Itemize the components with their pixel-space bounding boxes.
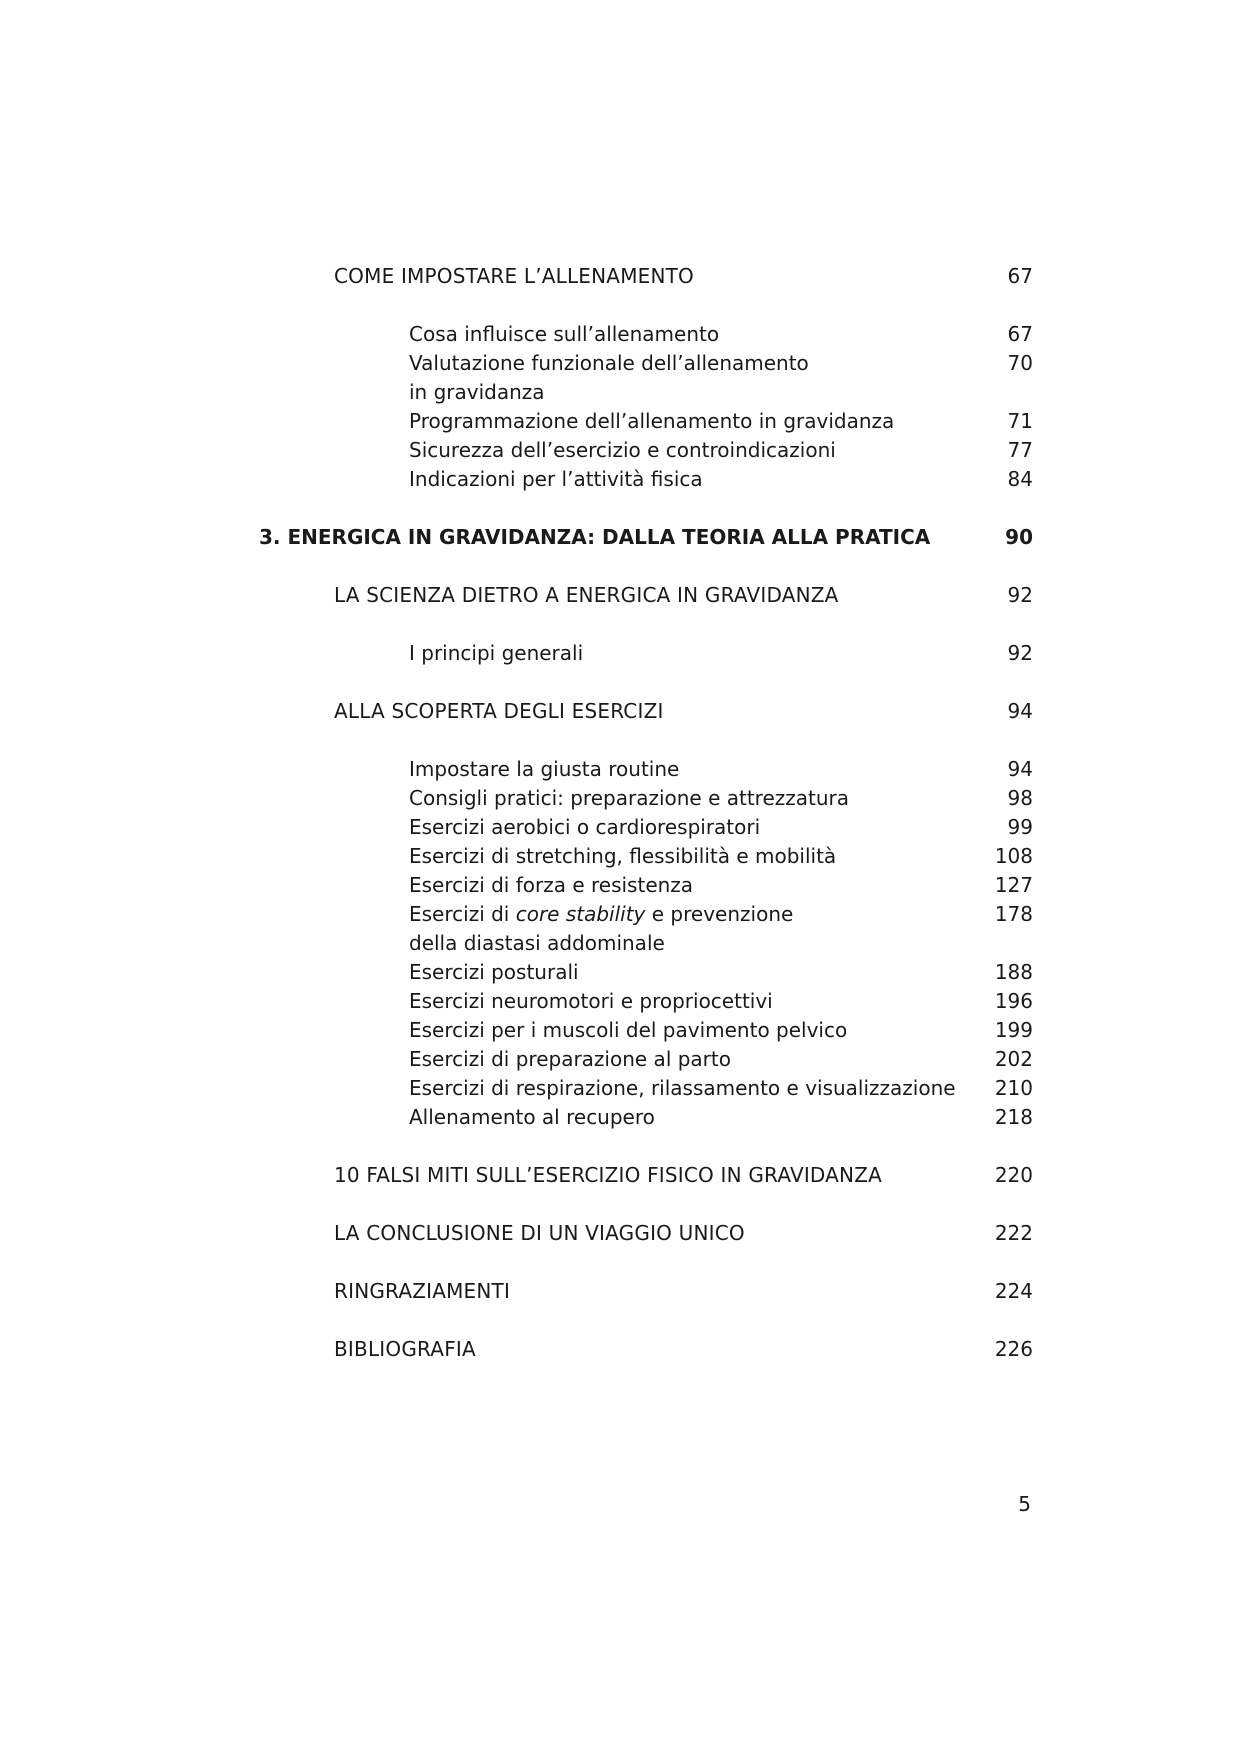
toc-entry-page: 92 [1007, 583, 1033, 607]
toc-entry-page: 210 [994, 1076, 1033, 1100]
toc-entry [0, 870, 1241, 900]
toc-entry-title: LA CONCLUSIONE DI UN VIAGGIO UNICO [334, 1221, 745, 1245]
toc-entry [0, 754, 1241, 784]
toc-entry-page: 196 [994, 989, 1033, 1013]
toc-entry-title: Esercizi di preparazione al parto [409, 1047, 731, 1071]
toc-entry [0, 812, 1241, 842]
toc-entry-page: 77 [1007, 438, 1033, 462]
toc-entry-page: 70 [1007, 351, 1033, 375]
toc-entry-page: 220 [994, 1163, 1033, 1187]
toc-entry [0, 348, 1241, 378]
toc-entry [0, 899, 1241, 929]
toc-entry-page: 92 [1007, 641, 1033, 665]
toc-entry-page: 224 [994, 1279, 1033, 1303]
toc-entry-title: BIBLIOGRAFIA [334, 1337, 476, 1361]
toc-entry-continuation [0, 377, 1241, 407]
toc-entry [0, 696, 1241, 726]
toc-entry [0, 1276, 1241, 1306]
toc-entry-title: Esercizi posturali [409, 960, 579, 984]
toc-entry-page: 67 [1007, 322, 1033, 346]
toc-entry-page: 178 [994, 902, 1033, 926]
toc-entry-title: Esercizi di respirazione, rilassamento e visualizzazione [409, 1076, 956, 1100]
toc-entry-title: Cosa influisce sull’allenamento [409, 322, 720, 346]
toc-entry-page: 188 [994, 960, 1033, 984]
toc-entry-title-italic: core stability [515, 902, 646, 926]
toc-entry-title [409, 899, 793, 929]
toc-entry-page: 84 [1007, 467, 1033, 491]
toc-entry-title: Valutazione funzionale dell’allenamento [409, 351, 809, 375]
toc-entry-title: Impostare la giusta routine [409, 757, 680, 781]
toc-entry [0, 1073, 1241, 1103]
toc-chapter-title: 3. ENERGICA IN GRAVIDANZA: DALLA TEORIA ALLA PRATICA [259, 525, 931, 549]
toc-entry-title: Esercizi neuromotori e propriocettivi [409, 989, 773, 1013]
toc-entry [0, 1102, 1241, 1132]
toc-entry-title: Esercizi di forza e resistenza [409, 873, 694, 897]
toc-entry [0, 406, 1241, 436]
toc-entry [0, 1218, 1241, 1248]
toc-entry-title: RINGRAZIAMENTI [334, 1279, 511, 1303]
toc-entry-page: 99 [1007, 815, 1033, 839]
toc-entry-title: LA SCIENZA DIETRO A ENERGICA IN GRAVIDANZA [334, 583, 839, 607]
toc-entry-page: 98 [1007, 786, 1033, 810]
toc-entry-title-part: e prevenzione [645, 902, 794, 926]
toc-entry [0, 464, 1241, 494]
toc-entry-title: ALLA SCOPERTA DEGLI ESERCIZI [334, 699, 664, 723]
toc-entry [0, 638, 1241, 668]
toc-entry [0, 1015, 1241, 1045]
toc-entry [0, 957, 1241, 987]
toc-entry-title: Esercizi di stretching, flessibilità e mobilità [409, 844, 837, 868]
toc-entry-page: 94 [1007, 757, 1033, 781]
toc-entry [0, 1160, 1241, 1190]
toc-entry [0, 1334, 1241, 1364]
toc-entry-page: 108 [994, 844, 1033, 868]
toc-entry-title: 10 FALSI MITI SULL’ESERCIZIO FISICO IN GRAVIDANZA [334, 1163, 883, 1187]
toc-entry [0, 261, 1241, 291]
toc-entry-title: Esercizi per i muscoli del pavimento pelvico [409, 1018, 848, 1042]
toc-entry [0, 319, 1241, 349]
toc-entry [0, 580, 1241, 610]
toc-entry [0, 1044, 1241, 1074]
toc-entry [0, 986, 1241, 1016]
toc-entry-title: Sicurezza dell’esercizio e controindicazioni [409, 438, 836, 462]
toc-entry-continuation [0, 928, 1241, 958]
toc-entry-page: 127 [994, 873, 1033, 897]
toc-entry-title: Indicazioni per l’attività fisica [409, 467, 703, 491]
toc-entry-title: Esercizi aerobici o cardiorespiratori [409, 815, 761, 839]
toc-entry-page: 71 [1007, 409, 1033, 433]
toc-entry-title: della diastasi addominale [409, 931, 665, 955]
toc-chapter-page: 90 [1005, 525, 1033, 549]
toc-entry-title: Consigli pratici: preparazione e attrezzatura [409, 786, 850, 810]
toc-entry-title: Programmazione dell’allenamento in gravidanza [409, 409, 895, 433]
toc-entry-page: 218 [994, 1105, 1033, 1129]
toc-entry-title: I principi generali [409, 641, 584, 665]
toc-entry [0, 841, 1241, 871]
toc-entry-page: 222 [994, 1221, 1033, 1245]
toc-entry-page: 67 [1007, 264, 1033, 288]
toc-chapter [0, 522, 1241, 552]
toc-entry-page: 226 [994, 1337, 1033, 1361]
toc-entry-page: 202 [994, 1047, 1033, 1071]
toc-entry-title-part: Esercizi di [409, 902, 516, 926]
toc-entry-title: in gravidanza [409, 380, 545, 404]
toc-entry-page: 94 [1007, 699, 1033, 723]
toc-entry-title: COME IMPOSTARE L’ALLENAMENTO [334, 264, 695, 288]
toc-entry [0, 435, 1241, 465]
toc-entry-page: 199 [994, 1018, 1033, 1042]
page-number: 5 [1018, 1492, 1031, 1516]
toc-entry [0, 783, 1241, 813]
toc-entry-title: Allenamento al recupero [409, 1105, 655, 1129]
